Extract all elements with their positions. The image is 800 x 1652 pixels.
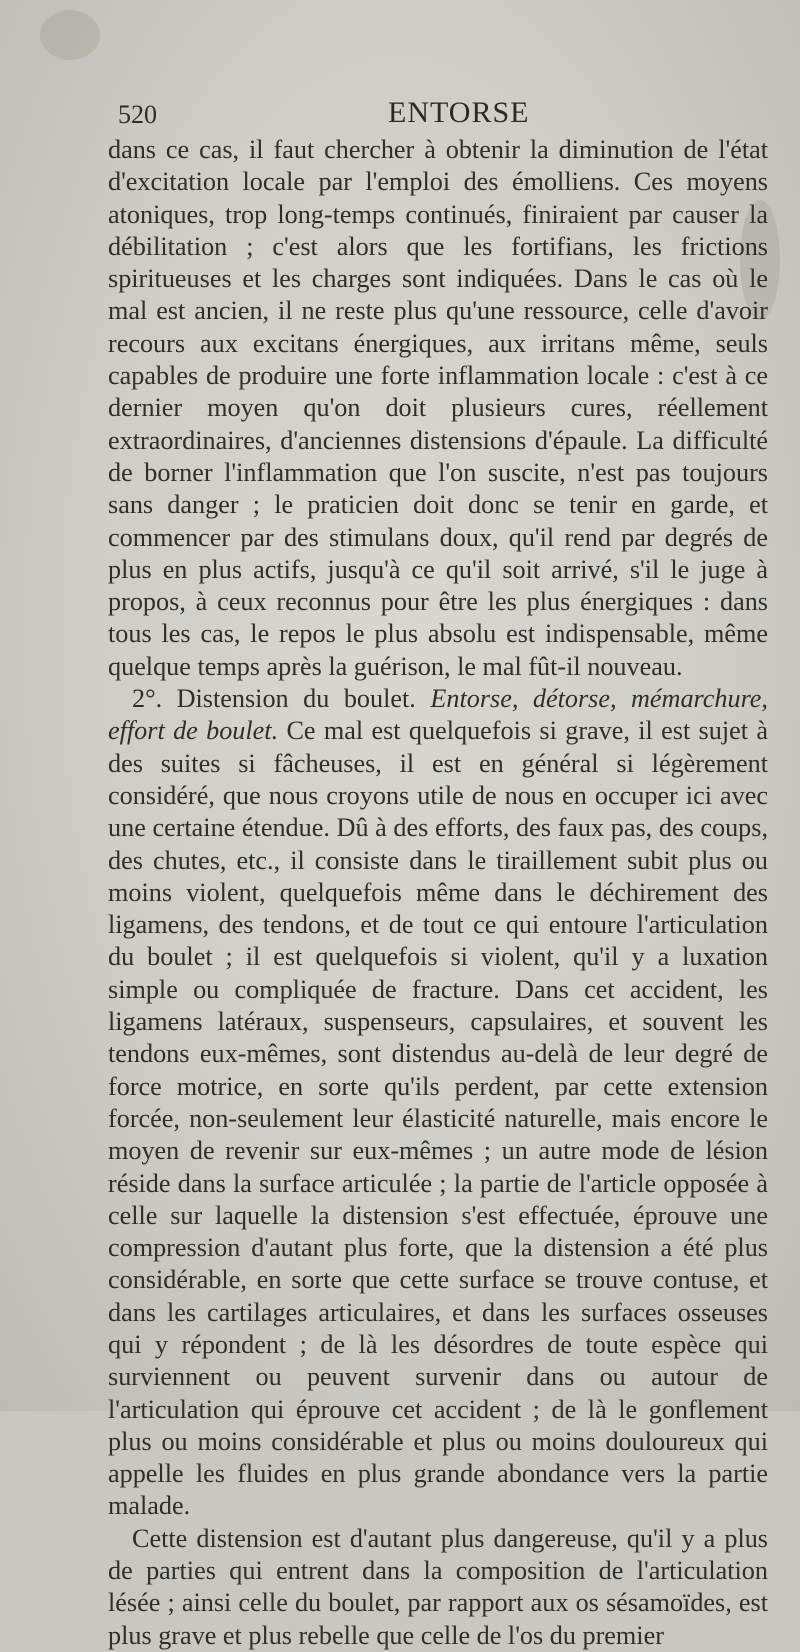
section-lead: 2°. Distension du boulet. <box>132 684 431 714</box>
paper-stain <box>40 10 100 60</box>
paragraph-body: Ce mal est quelquefois si grave, il est sujet à des suites si fâcheuses, il est en général si légèrement considéré, que nous croyons utile de nous en occuper ici avec une certaine étendue. Dû à des efforts, des faux pas, des coups, des chutes, etc., il consiste dans le tiraillement subit plus ou moins violent, quelquefois même dans le déchirement des ligamens, des tendons, et de tout ce qui entoure l'articulation du boulet ; il est quelquefois si violent, qu'il y a luxation simple ou compliquée de fracture. Dans cet accident, les ligamens latéraux, suspenseurs, capsulaires, et souvent les tendons eux-mêmes, sont distendus au-delà de leur degré de force motrice, en sorte qu'ils perdent, par cette extension forcée, non-seulement leur élasticité naturelle, mais encore le moyen de revenir sur eux-mêmes ; un autre mode de lésion réside dans la surface articulée ; la partie de l'article opposée à celle sur laquelle la distension s'est effectuée, éprouve une compression d'autant plus forte, que la distension a été plus considérable, en sorte que cette surface se trouve contuse, et dans les cartilages articulaires, et dans les surfaces osseuses qui y répondent ; de là les désordres de toute espèce qui surviennent ou peuvent survenir dans ou autour de l'articulation qui éprouve cet accident ; de là le gonflement plus ou moins considérable et plus ou moins douloureux qui appelle les fluides en plus grande abondance vers la partie malade. <box>108 716 768 1521</box>
paragraph <box>108 683 768 1523</box>
body-text <box>108 134 768 1652</box>
running-title: ENTORSE <box>388 96 530 129</box>
paragraph: dans ce cas, il faut chercher à obtenir la diminution de l'état d'excitation locale par l'emploi des émolliens. Ces moyens atoniques, trop long-temps continués, finiraient par causer la débilitation ; c'est alors que les fortifians, les frictions spiritueuses et les charges sont indiquées. Dans le cas où le mal est ancien, il ne reste plus qu'une ressource, celle d'avoir recours aux excitans énergiques, aux irritans même, seuls capables de produire une forte inflammation locale : c'est à ce dernier moyen qu'on doit plusieurs cures, réellement extraordinaires, d'anciennes distensions d'épaule. La difficulté de borner l'inflammation que l'on suscite, n'est pas toujours sans danger ; le praticien doit donc se tenir en garde, et commencer par des stimulans doux, qu'il rend par degrés de plus en plus actifs, jusqu'à ce qu'il soit arrivé, s'il le juge à propos, à ceux reconnus pour être les plus énergiques : dans tous les cas, le repos le plus absolu est indispensable, même quelque temps après la guérison, le mal fût-il nouveau. <box>108 135 768 681</box>
running-head <box>118 96 758 136</box>
page-number: 520 <box>118 100 157 129</box>
section-synonyms: Entorse, détorse, mémarchure, effort de boulet. <box>108 684 768 746</box>
paragraph: Cette distension est d'autant plus dangereuse, qu'il y a plus de parties qui entrent dans la composition de l'articulation lésée ; ainsi celle du boulet, par rapport aux os sésamoïdes, est plus grave et plus rebelle que celle de l'os du premier <box>108 1523 768 1650</box>
